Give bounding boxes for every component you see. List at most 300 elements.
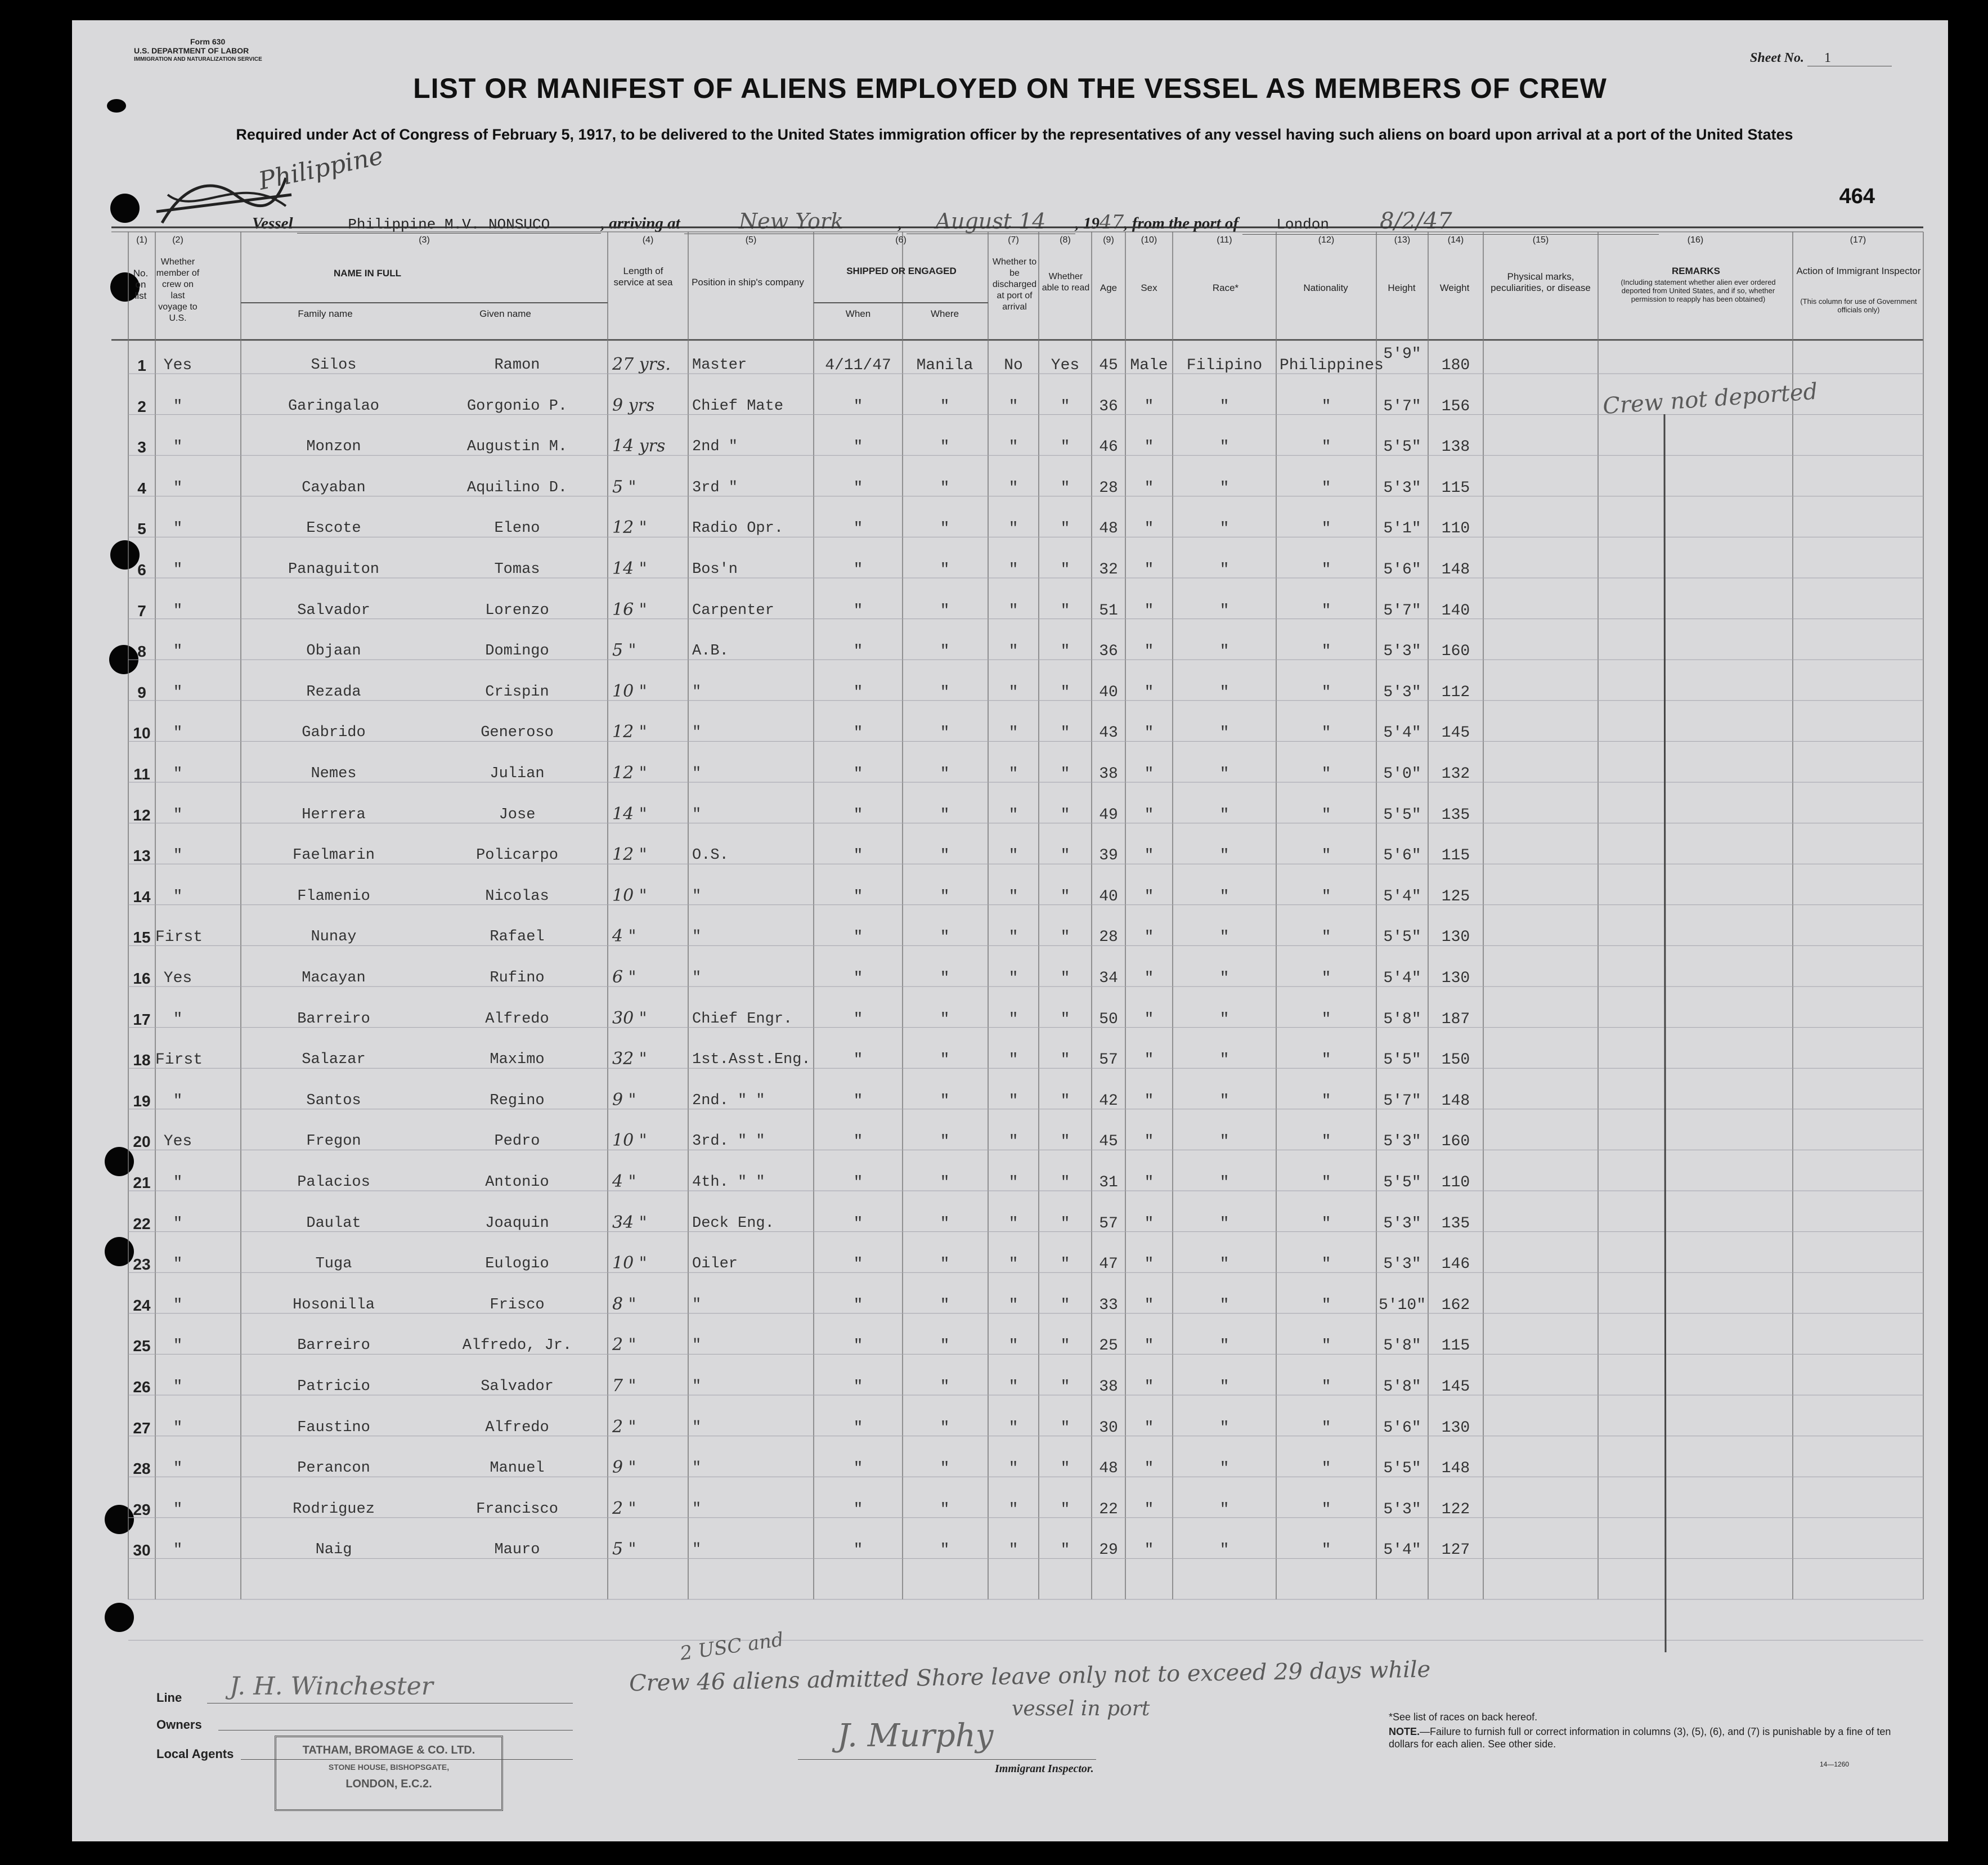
shipped-where-cell: "	[940, 1214, 950, 1232]
sheet-number-value: 1	[1807, 51, 1892, 66]
family-name-cell: Tuga	[315, 1256, 352, 1273]
from-port-label: , from the port of	[1124, 214, 1239, 232]
shipped-where-cell: "	[940, 1010, 950, 1028]
family-name-cell: Faelmarin	[293, 847, 375, 864]
row-number: 15	[133, 929, 151, 947]
shipped-where-cell: "	[940, 1337, 950, 1355]
length-of-service-cell: 5 "	[612, 1539, 636, 1559]
race-cell: "	[1219, 765, 1229, 783]
height-cell: 5'4"	[1383, 1541, 1421, 1559]
length-of-service-cell: 10 "	[612, 885, 647, 905]
row-number: 30	[133, 1541, 151, 1559]
shipped-when-cell: "	[853, 1174, 863, 1191]
length-of-service-cell: 14 yrs	[612, 436, 666, 456]
position-cell: "	[692, 1296, 702, 1313]
length-of-service-cell: 14 "	[612, 804, 647, 824]
column-number: (16)	[1687, 235, 1704, 245]
page-title: LIST OR MANIFEST OF ALIENS EMPLOYED ON THE VESSEL AS MEMBERS OF CREW	[413, 73, 1607, 104]
race-cell: Filipino	[1186, 357, 1263, 374]
height-cell: 5'9"	[1383, 346, 1421, 363]
shipped-where-cell: "	[940, 520, 950, 538]
discharged-cell: "	[1008, 1010, 1018, 1028]
weight-cell: 156	[1441, 397, 1470, 415]
able-to-read-cell: "	[1060, 724, 1070, 742]
race-cell: "	[1219, 683, 1229, 701]
nationality-cell: "	[1321, 1460, 1331, 1478]
race-cell: "	[1219, 520, 1229, 538]
weight-cell: 122	[1441, 1500, 1470, 1518]
height-cell: 5'3"	[1383, 683, 1421, 701]
position-cell: Deck Eng.	[692, 1214, 774, 1232]
sex-cell: "	[1144, 970, 1154, 987]
sex-cell: "	[1144, 887, 1154, 905]
given-name-cell: Manuel	[490, 1460, 545, 1477]
shipped-when-cell: "	[853, 1214, 863, 1232]
sex-cell: "	[1144, 1541, 1154, 1559]
length-of-service-cell: 10 "	[612, 1131, 647, 1151]
discharged-cell: "	[1008, 1460, 1018, 1478]
able-to-read-cell: "	[1060, 602, 1070, 620]
prev-voyage-cell: "	[173, 806, 183, 824]
arrival-date: August 14	[907, 209, 1075, 234]
race-cell: "	[1219, 887, 1229, 905]
sex-cell: "	[1144, 806, 1154, 824]
col-name-header: NAME IN FULL	[334, 268, 401, 279]
nationality-cell: "	[1321, 397, 1331, 415]
shipped-where-cell: "	[940, 1460, 950, 1478]
nationality-cell: "	[1321, 520, 1331, 538]
given-name-cell: Eulogio	[485, 1256, 549, 1273]
sex-cell: "	[1144, 765, 1154, 783]
position-cell: A.B.	[692, 643, 729, 660]
shipped-when-cell: "	[853, 929, 863, 947]
shipped-when-cell: "	[853, 602, 863, 620]
weight-cell: 110	[1441, 520, 1470, 538]
position-cell: Bos'n	[692, 561, 738, 578]
length-of-service-cell: 9 "	[612, 1090, 636, 1110]
position-cell: O.S.	[692, 847, 729, 864]
given-name-cell: Frisco	[490, 1296, 545, 1313]
discharged-cell: "	[1008, 520, 1018, 538]
weight-cell: 187	[1441, 1010, 1470, 1028]
family-name-cell: Fregon	[306, 1133, 361, 1150]
discharged-cell: "	[1008, 929, 1018, 947]
age-cell: 48	[1099, 520, 1118, 538]
shipped-where-cell: "	[940, 561, 950, 579]
given-name-cell: Ramon	[494, 357, 540, 374]
height-cell: 5'4"	[1383, 887, 1421, 905]
age-cell: 25	[1099, 1337, 1118, 1355]
nationality-cell: "	[1321, 806, 1331, 824]
sex-cell: "	[1144, 1133, 1154, 1151]
given-name-cell: Salvador	[481, 1378, 554, 1395]
able-to-read-cell: "	[1060, 1051, 1070, 1069]
row-number: 7	[137, 602, 146, 620]
family-name-cell: Salazar	[302, 1051, 366, 1069]
col-height-header: Height	[1388, 283, 1416, 293]
weight-cell: 148	[1441, 1460, 1470, 1478]
row-number: 18	[133, 1051, 151, 1069]
nationality-cell: "	[1321, 887, 1331, 905]
length-of-service-cell: 4 "	[612, 926, 636, 947]
able-to-read-cell: "	[1060, 520, 1070, 538]
family-name-cell: Rezada	[306, 683, 361, 701]
weight-cell: 127	[1441, 1541, 1470, 1559]
sex-cell: "	[1144, 1256, 1154, 1274]
able-to-read-cell: "	[1060, 1092, 1070, 1110]
row-number: 29	[133, 1500, 151, 1518]
shipped-where-cell: "	[940, 1256, 950, 1274]
able-to-read-cell: "	[1060, 1541, 1070, 1559]
vessel-line: Vessel Philippine M.V. NONSUCO , arriving at New York , August 14 , 1947, from the port of London 8/2/47	[252, 208, 1659, 235]
sex-cell: "	[1144, 1378, 1154, 1396]
column-number: (2)	[172, 235, 183, 245]
position-cell: "	[692, 683, 702, 701]
sex-cell: "	[1144, 438, 1154, 456]
nationality-cell: "	[1321, 1010, 1331, 1028]
prev-voyage-cell: "	[173, 724, 183, 742]
able-to-read-cell: "	[1060, 397, 1070, 415]
shipped-when-cell: "	[853, 1419, 863, 1437]
position-cell: "	[692, 806, 702, 823]
able-to-read-cell: "	[1060, 1500, 1070, 1518]
length-of-service-cell: 7 "	[612, 1376, 636, 1396]
given-name-cell: Tomas	[494, 561, 540, 578]
col-physical-marks-header: Physical marks, peculiarities, or disease	[1491, 271, 1591, 293]
column-number: (11)	[1217, 235, 1232, 245]
height-cell: 5'5"	[1383, 1460, 1421, 1478]
vessel-label: Vessel	[252, 214, 293, 232]
row-number: 19	[133, 1092, 151, 1110]
row-number: 3	[137, 438, 146, 456]
weight-cell: 112	[1441, 683, 1470, 701]
given-name-cell: Alfredo	[485, 1010, 549, 1028]
shipped-where-cell: Manila	[916, 357, 973, 374]
prev-voyage-cell: "	[173, 397, 183, 415]
service-name: IMMIGRATION AND NATURALIZATION SERVICE	[134, 56, 262, 62]
shipped-where-cell: "	[940, 683, 950, 701]
position-cell: Oiler	[692, 1256, 738, 1273]
height-cell: 5'5"	[1383, 438, 1421, 456]
discharged-cell: "	[1008, 1256, 1018, 1274]
col-weight-header: Weight	[1439, 283, 1470, 293]
shipped-when-cell: "	[853, 1092, 863, 1110]
discharged-cell: "	[1008, 1296, 1018, 1314]
able-to-read-cell: "	[1060, 1419, 1070, 1437]
age-cell: 50	[1099, 1010, 1118, 1028]
family-name-cell: Naig	[315, 1541, 352, 1559]
col-discharged-header: Whether to be discharged at port of arrival	[992, 257, 1037, 312]
able-to-read-cell: "	[1060, 765, 1070, 783]
shipped-when-cell: "	[853, 1541, 863, 1559]
weight-cell: 135	[1441, 1214, 1470, 1232]
given-name-cell: Francisco	[476, 1500, 558, 1518]
prev-voyage-cell: "	[173, 1214, 183, 1232]
prev-voyage-cell: Yes	[163, 970, 192, 987]
prev-voyage-cell: "	[173, 1337, 183, 1355]
column-number: (10)	[1141, 235, 1157, 245]
age-cell: 48	[1099, 1460, 1118, 1478]
col-action-header: Action of Immigrant Inspector	[1796, 266, 1921, 276]
prev-voyage-cell: "	[173, 1174, 183, 1191]
row-number: 9	[137, 683, 146, 701]
family-name-cell: Objaan	[306, 643, 361, 660]
departure-date: 8/2/47	[1379, 208, 1452, 234]
discharged-cell: "	[1008, 1174, 1018, 1191]
nationality-cell: "	[1321, 1256, 1331, 1274]
discharged-cell: "	[1008, 724, 1018, 742]
nationality-cell: "	[1321, 1174, 1331, 1191]
length-of-service-cell: 2 "	[612, 1335, 636, 1355]
shipped-where-cell: "	[940, 887, 950, 905]
able-to-read-cell: Yes	[1051, 357, 1080, 374]
inspector-label: Immigrant Inspector.	[995, 1763, 1094, 1775]
shipped-where-cell: "	[940, 970, 950, 987]
sex-cell: "	[1144, 683, 1154, 701]
race-cell: "	[1219, 479, 1229, 497]
weight-cell: 150	[1441, 1051, 1470, 1069]
race-cell: "	[1219, 643, 1229, 661]
sex-cell: "	[1144, 1460, 1154, 1478]
shipped-when-cell: "	[853, 847, 863, 865]
position-cell: "	[692, 1500, 702, 1518]
shipped-where-cell: "	[940, 1133, 950, 1151]
prev-voyage-cell: "	[173, 438, 183, 456]
discharged-cell: "	[1008, 643, 1018, 661]
length-of-service-cell: 5 "	[612, 477, 636, 497]
height-cell: 5'8"	[1383, 1337, 1421, 1355]
nationality-cell: "	[1321, 1296, 1331, 1314]
sex-cell: "	[1144, 520, 1154, 538]
shipped-where-cell: "	[940, 397, 950, 415]
shipped-when-cell: "	[853, 1133, 863, 1151]
length-of-service-cell: 10 "	[612, 681, 647, 701]
discharged-cell: "	[1008, 1378, 1018, 1396]
race-cell: "	[1219, 438, 1229, 456]
position-cell: "	[692, 929, 702, 946]
age-cell: 29	[1099, 1541, 1118, 1559]
sex-cell: "	[1144, 1296, 1154, 1314]
length-of-service-cell: 12 "	[612, 722, 647, 742]
row-number: 14	[133, 887, 151, 905]
weight-cell: 162	[1441, 1296, 1470, 1314]
shipped-where-cell: "	[940, 1500, 950, 1518]
length-of-service-cell: 14 "	[612, 559, 647, 579]
nationality-cell: "	[1321, 765, 1331, 783]
given-name-cell: Julian	[490, 765, 545, 782]
family-name-cell: Nemes	[311, 765, 357, 782]
col-given-name-header: Given name	[479, 308, 531, 319]
race-cell: "	[1219, 929, 1229, 947]
position-cell: Carpenter	[692, 602, 774, 619]
row-number: 16	[133, 970, 151, 987]
shipped-where-cell: "	[940, 1296, 950, 1314]
sex-cell: Male	[1130, 357, 1168, 374]
height-cell: 5'6"	[1383, 561, 1421, 579]
discharged-cell: "	[1008, 1092, 1018, 1110]
able-to-read-cell: "	[1060, 1460, 1070, 1478]
able-to-read-cell: "	[1060, 1010, 1070, 1028]
height-cell: 5'4"	[1383, 970, 1421, 987]
position-cell: "	[692, 1419, 702, 1436]
age-cell: 36	[1099, 643, 1118, 661]
given-name-cell: Policarpo	[476, 847, 558, 864]
discharged-cell: "	[1008, 397, 1018, 415]
col-remarks-note: (Including statement whether alien ever ordered deported from United States, and if so, whether permission to reapply has been obtained)	[1621, 278, 1776, 303]
race-cell: "	[1219, 1460, 1229, 1478]
sex-cell: "	[1144, 602, 1154, 620]
remarks-ditto-line	[1648, 414, 1681, 1675]
sex-cell: "	[1144, 929, 1154, 947]
position-cell: Chief Mate	[692, 397, 784, 415]
column-number: (8)	[1060, 235, 1071, 245]
shipped-when-cell: "	[853, 397, 863, 415]
prev-voyage-cell: First	[155, 929, 203, 947]
shipped-when-cell: "	[853, 1296, 863, 1314]
age-cell: 28	[1099, 929, 1118, 947]
weight-cell: 135	[1441, 806, 1470, 824]
nationality-cell: "	[1321, 1133, 1331, 1151]
inspector-signature: J. Murphy	[837, 1718, 994, 1754]
height-cell: 5'7"	[1383, 1092, 1421, 1110]
sex-cell: "	[1144, 1051, 1154, 1069]
weight-cell: 130	[1441, 1419, 1470, 1437]
row-number: 24	[133, 1296, 151, 1314]
age-cell: 38	[1099, 765, 1118, 783]
local-agents-label: Local Agents	[156, 1747, 234, 1761]
weight-cell: 130	[1441, 929, 1470, 947]
height-cell: 5'3"	[1383, 479, 1421, 497]
row-number: 10	[133, 724, 151, 742]
row-number: 25	[133, 1337, 151, 1355]
col-nationality-header: Nationality	[1303, 283, 1348, 293]
family-name-cell: Barreiro	[297, 1010, 370, 1028]
row-number: 5	[137, 520, 146, 538]
shipped-where-cell: "	[940, 643, 950, 661]
weight-cell: 140	[1441, 602, 1470, 620]
shipped-where-cell: "	[940, 765, 950, 783]
length-of-service-cell: 2 "	[612, 1416, 636, 1437]
length-of-service-cell: 12 "	[612, 518, 647, 538]
age-cell: 57	[1099, 1214, 1118, 1232]
able-to-read-cell: "	[1060, 1133, 1070, 1151]
discharged-cell: "	[1008, 1419, 1018, 1437]
weight-cell: 145	[1441, 1378, 1470, 1396]
nationality-cell: "	[1321, 683, 1331, 701]
note-line1: Crew 46 aliens admitted Shore leave only not to exceed 29 days while	[629, 1656, 1431, 1697]
prev-voyage-cell: "	[173, 1010, 183, 1028]
position-cell: 2nd. " "	[692, 1092, 765, 1109]
able-to-read-cell: "	[1060, 1337, 1070, 1355]
age-cell: 36	[1099, 397, 1118, 415]
nationality-cell: "	[1321, 561, 1331, 579]
nationality-cell: "	[1321, 438, 1331, 456]
col-sex-header: Sex	[1141, 283, 1157, 293]
age-cell: 22	[1099, 1500, 1118, 1518]
col-no-header: No. on list	[133, 268, 149, 301]
col-race-header: Race*	[1212, 283, 1239, 293]
column-number: (6)	[895, 235, 907, 245]
discharged-cell: "	[1008, 683, 1018, 701]
owners-label: Owners	[156, 1718, 202, 1732]
race-cell: "	[1219, 1133, 1229, 1151]
family-name-cell: Salvador	[297, 602, 370, 619]
able-to-read-cell: "	[1060, 887, 1070, 905]
given-name-cell: Alfredo	[485, 1419, 549, 1436]
column-number: (5)	[745, 235, 757, 245]
prev-voyage-cell: "	[173, 683, 183, 701]
row-number: 8	[137, 643, 146, 661]
height-cell: 5'3"	[1383, 643, 1421, 661]
prev-voyage-cell: "	[173, 1378, 183, 1396]
family-name-cell: Daulat	[306, 1214, 361, 1232]
family-name-cell: Perancon	[297, 1460, 370, 1477]
weight-cell: 125	[1441, 887, 1470, 905]
family-name-cell: Flamenio	[297, 887, 370, 905]
sex-cell: "	[1144, 847, 1154, 865]
height-cell: 5'7"	[1383, 602, 1421, 620]
given-name-cell: Domingo	[485, 643, 549, 660]
prev-voyage-cell: "	[173, 847, 183, 865]
discharged-cell: No	[1004, 357, 1023, 374]
length-of-service-cell: 32 "	[612, 1049, 647, 1069]
position-cell: Radio Opr.	[692, 520, 784, 537]
sex-cell: "	[1144, 1214, 1154, 1232]
position-cell: 2nd "	[692, 438, 738, 456]
sex-cell: "	[1144, 1419, 1154, 1437]
prev-voyage-cell: "	[173, 602, 183, 620]
height-cell: 5'5"	[1383, 806, 1421, 824]
discharged-cell: "	[1008, 765, 1018, 783]
age-cell: 28	[1099, 479, 1118, 497]
position-cell: "	[692, 887, 702, 905]
weight-cell: 148	[1441, 1092, 1470, 1110]
discharged-cell: "	[1008, 847, 1018, 865]
position-cell: 4th. " "	[692, 1174, 765, 1191]
prev-voyage-cell: "	[173, 1256, 183, 1274]
shipped-where-cell: "	[940, 806, 950, 824]
weight-cell: 160	[1441, 1133, 1470, 1151]
weight-cell: 145	[1441, 724, 1470, 742]
age-cell: 43	[1099, 724, 1118, 742]
race-cell: "	[1219, 806, 1229, 824]
able-to-read-cell: "	[1060, 643, 1070, 661]
sex-cell: "	[1144, 1174, 1154, 1191]
family-name-cell: Barreiro	[297, 1337, 370, 1355]
shipped-where-cell: "	[940, 602, 950, 620]
row-number: 22	[133, 1214, 151, 1232]
age-cell: 38	[1099, 1378, 1118, 1396]
height-cell: 5'6"	[1383, 1419, 1421, 1437]
able-to-read-cell: "	[1060, 847, 1070, 865]
race-cell: "	[1219, 602, 1229, 620]
weight-cell: 138	[1441, 438, 1470, 456]
race-cell: "	[1219, 1337, 1229, 1355]
race-cell: "	[1219, 1500, 1229, 1518]
able-to-read-cell: "	[1060, 479, 1070, 497]
col-remarks-header: REMARKS	[1672, 266, 1720, 276]
nationality-cell: "	[1321, 643, 1331, 661]
length-of-service-cell: 2 "	[612, 1498, 636, 1518]
row-number: 26	[133, 1378, 151, 1396]
row-number: 27	[133, 1419, 151, 1437]
column-number: (17)	[1850, 235, 1866, 245]
column-number: (15)	[1532, 235, 1549, 245]
row-number: 12	[133, 806, 151, 824]
height-cell: 5'8"	[1383, 1378, 1421, 1396]
shipped-where-cell: "	[940, 1092, 950, 1110]
given-name-cell: Nicolas	[485, 887, 549, 905]
